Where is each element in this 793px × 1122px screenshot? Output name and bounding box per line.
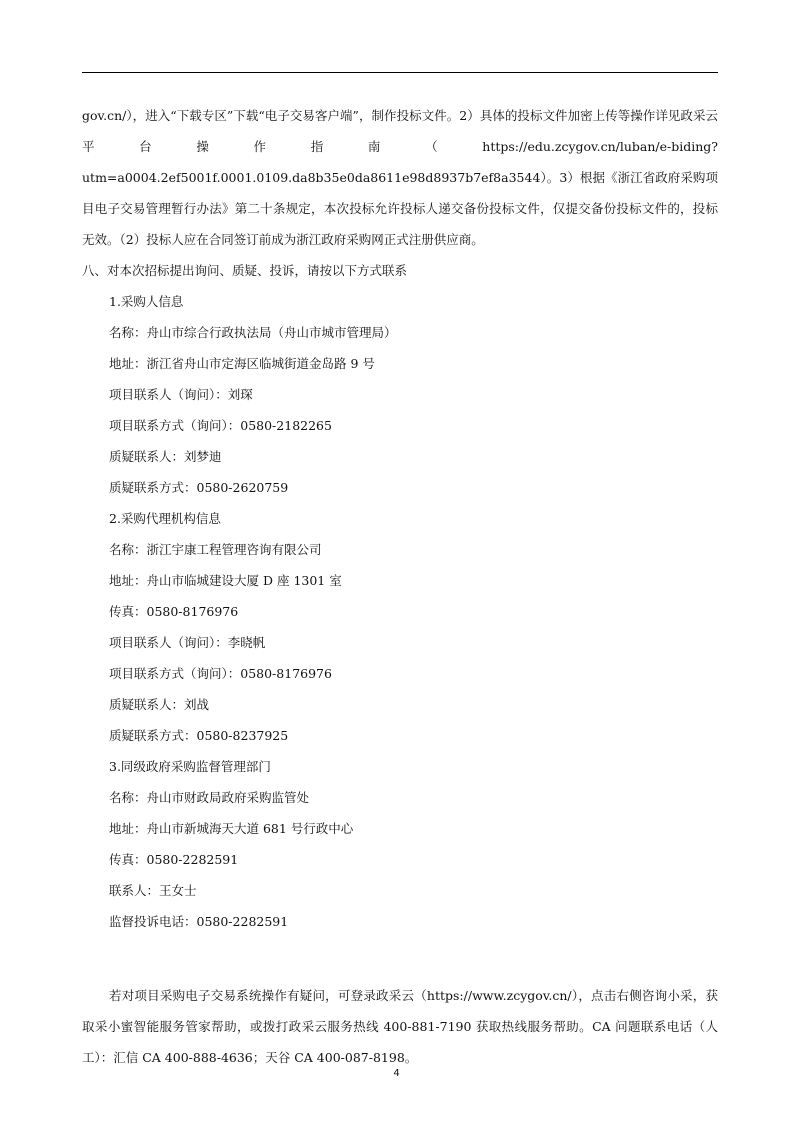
supervisor-contact: 联系人：王女士	[109, 883, 197, 898]
page-number: 4	[393, 1068, 400, 1079]
purchaser-heading: 1.采购人信息	[109, 294, 184, 309]
agency-fax: 传真：0580-8176976	[109, 604, 239, 619]
intro-paragraph: gov.cn/），进入“下载专区”下载“电子交易客户端”，制作投标文件。2）具体的投标文件加密上传等操作详见政采云平台操作指南（https://edu.zcygov.cn/luban/e-biding?utm=a0004.2ef5001f.0001.0109.da8b35e0da8611e98d8937b7ef8a3544）。3）根据《浙江省政府采购项目电子交易管理暂行办法》第二十条规定，本次投标允许投标人递交备份投标文件，仅提交备份投标文件的，投标无效。（2）投标人应在合同签订前成为浙江政府采购网正式注册供应商。	[82, 108, 718, 247]
supervisor-address: 地址：舟山市新城海天大道 681 号行政中心	[109, 821, 354, 836]
supervisor-complaint-phone: 监督投诉电话：0580-2282591	[109, 914, 289, 929]
purchaser-project-contact: 项目联系人（询问）：刘琛	[109, 387, 253, 402]
supervisor-heading: 3.同级政府采购监督管理部门	[109, 759, 271, 774]
agency-name: 名称：浙江宇康工程管理咨询有限公司	[109, 542, 322, 557]
purchaser-name: 名称：舟山市综合行政执法局（舟山市城市管理局）	[109, 325, 397, 340]
supervisor-name: 名称：舟山市财政局政府采购监管处	[109, 790, 310, 805]
purchaser-challenge-phone: 质疑联系方式：0580-2620759	[109, 480, 289, 495]
agency-address: 地址：舟山市临城建设大厦 D 座 1301 室	[109, 573, 342, 588]
supervisor-fax: 传真：0580-2282591	[109, 852, 239, 867]
agency-project-contact: 项目联系人（询问）：李晓帆	[109, 635, 266, 650]
agency-challenge-phone: 质疑联系方式：0580-8237925	[109, 728, 289, 743]
header-rule	[82, 72, 718, 73]
document-body	[82, 100, 718, 937]
purchaser-address: 地址：浙江省舟山市定海区临城街道金岛路 9 号	[109, 356, 375, 371]
purchaser-challenge-contact: 质疑联系人：刘梦迪	[109, 449, 222, 464]
agency-project-phone: 项目联系方式（询问）：0580-8176976	[109, 666, 332, 681]
help-paragraph: 若对项目采购电子交易系统操作有疑问，可登录政采云（https://www.zcygov.cn/），点击右侧咨询小采，获取采小蜜智能服务管家帮助，或拨打政采云服务热线 400-881-7190 获取热线服务帮助。CA 问题联系电话（人工）：汇信 CA 400-888-4636；天谷 CA 400-087-8198。	[82, 988, 718, 1065]
agency-heading: 2.采购代理机构信息	[109, 511, 221, 526]
agency-challenge-contact: 质疑联系人：刘战	[109, 697, 210, 712]
purchaser-project-phone: 项目联系方式（询问）：0580-2182265	[109, 418, 332, 433]
section-heading: 八、对本次招标提出询问、质疑、投诉，请按以下方式联系	[82, 263, 408, 278]
